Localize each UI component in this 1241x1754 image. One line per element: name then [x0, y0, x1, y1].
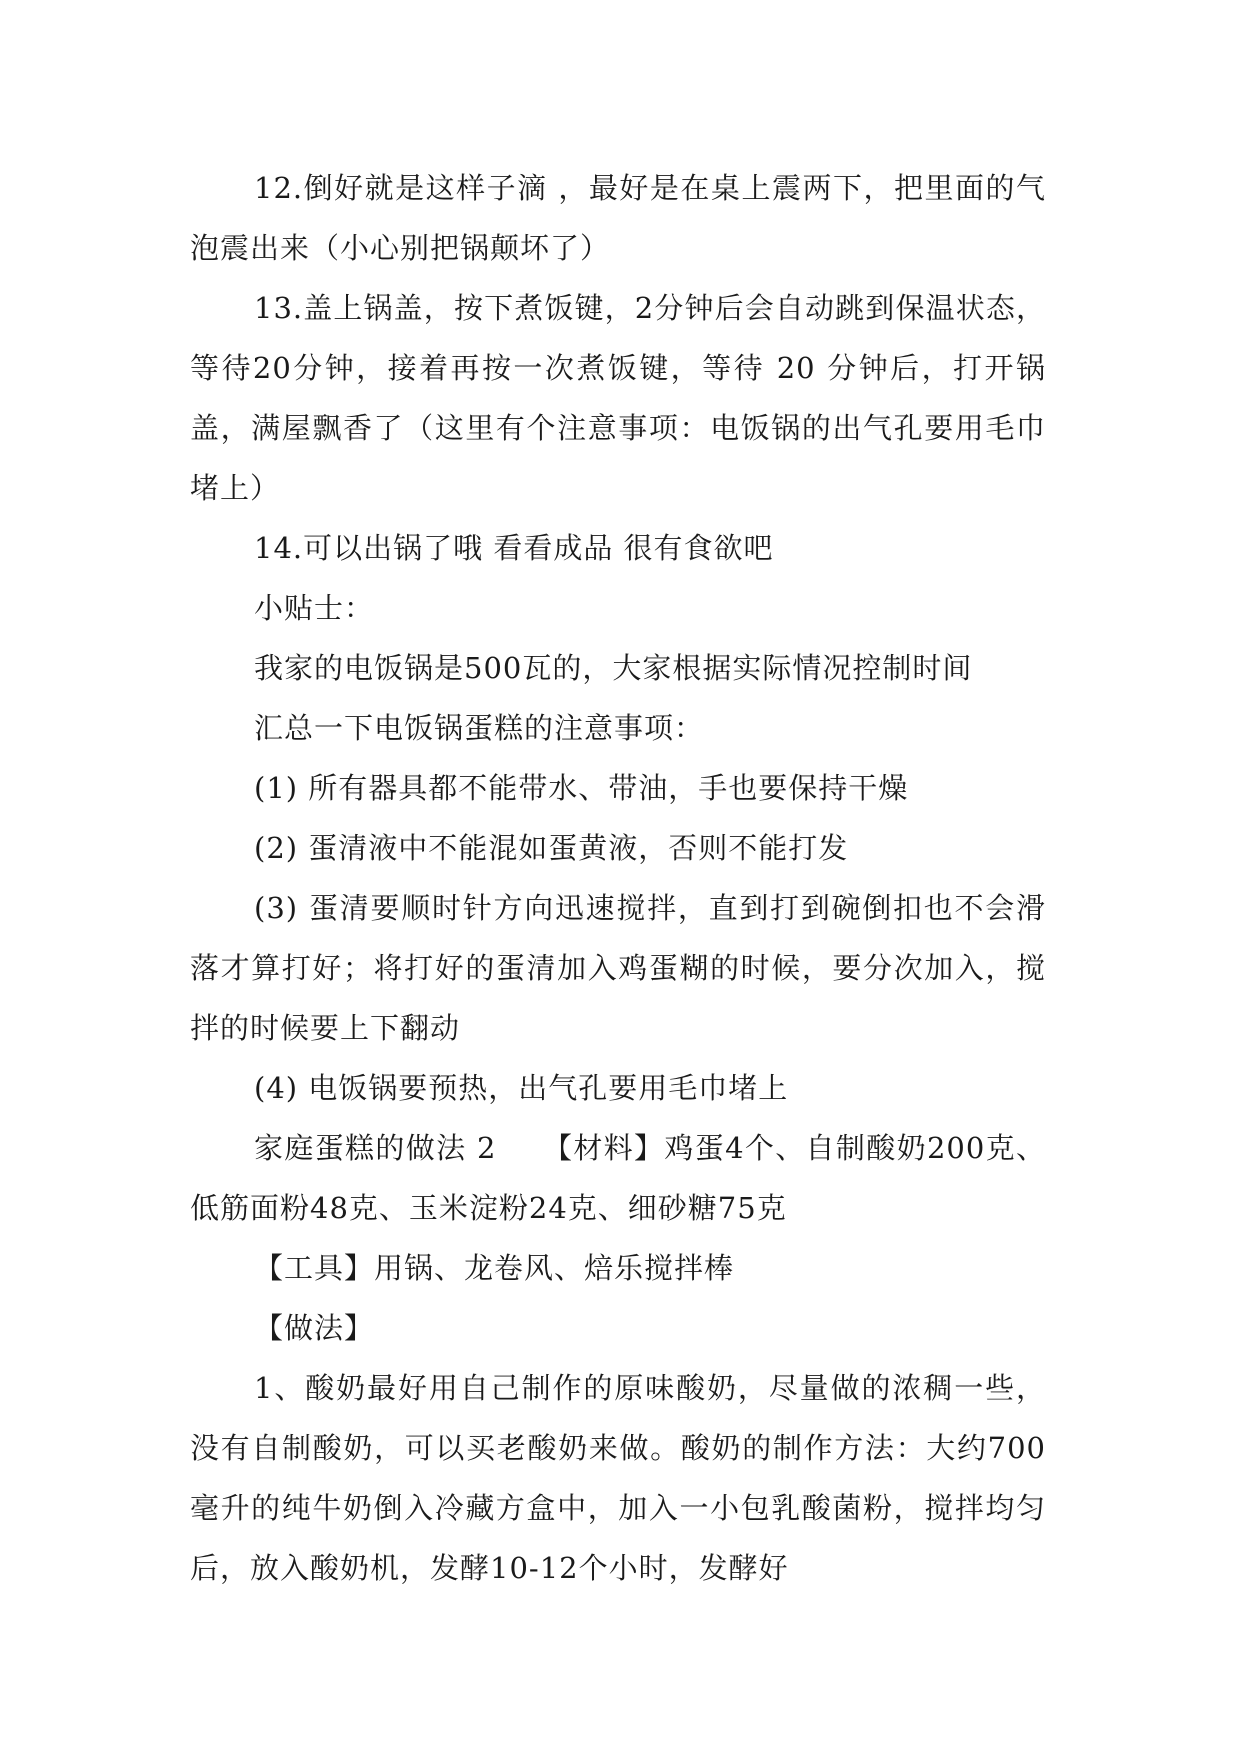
paragraph-step-13: 13.盖上锅盖，按下煮饭键，2分钟后会自动跳到保温状态，等待20分钟，接着再按一次煮饭键，等待 20 分钟后，打开锅盖，满屋飘香了（这里有个注意事项：电饭锅的出气孔要用毛巾堵上）	[190, 291, 1046, 505]
paragraph-summary-heading: 汇总一下电饭锅蛋糕的注意事项：	[254, 711, 705, 745]
paragraph-method-step-1: 1、酸奶最好用自己制作的原味酸奶，尽量做的浓稠一些，没有自制酸奶，可以买老酸奶来做。酸奶的制作方法：大约700毫升的纯牛奶倒入冷藏方盒中，加入一小包乳酸菌粉，搅拌均匀后，放入酸奶机，发酵10-12个小时，发酵好	[190, 1371, 1046, 1585]
paragraph-tools: 【工具】用锅、龙卷风、焙乐搅拌棒	[254, 1251, 735, 1285]
document-body	[190, 158, 1046, 1598]
paragraph-step-14: 14.可以出锅了哦 看看成品 很有食欲吧	[254, 531, 774, 565]
paragraph-step-12: 12.倒好就是这样子滴 ，最好是在桌上震两下，把里面的气泡震出来（小心别把锅颠坏了）	[190, 171, 1046, 265]
list-item-note-4: (4) 电饭锅要预热，出气孔要用毛巾堵上	[254, 1071, 789, 1105]
list-item-note-2: (2) 蛋清液中不能混如蛋黄液，否则不能打发	[254, 831, 849, 865]
tips-heading: 小贴士：	[254, 591, 375, 625]
list-item-note-3: (3) 蛋清要顺时针方向迅速搅拌，直到打到碗倒扣也不会滑落才算打好；将打好的蛋清加入鸡蛋糊的时候，要分次加入，搅拌的时候要上下翻动	[190, 891, 1046, 1045]
list-item-note-1: (1) 所有器具都不能带水、带油，手也要保持干燥	[254, 771, 909, 805]
method-heading: 【做法】	[254, 1311, 375, 1345]
paragraph-recipe-2-materials: 家庭蛋糕的做法 2 【材料】鸡蛋4个、自制酸奶200克、低筋面粉48克、玉米淀粉24克、细砂糖75克	[190, 1131, 1046, 1225]
paragraph-tip-power: 我家的电饭锅是500瓦的，大家根据实际情况控制时间	[254, 651, 973, 685]
